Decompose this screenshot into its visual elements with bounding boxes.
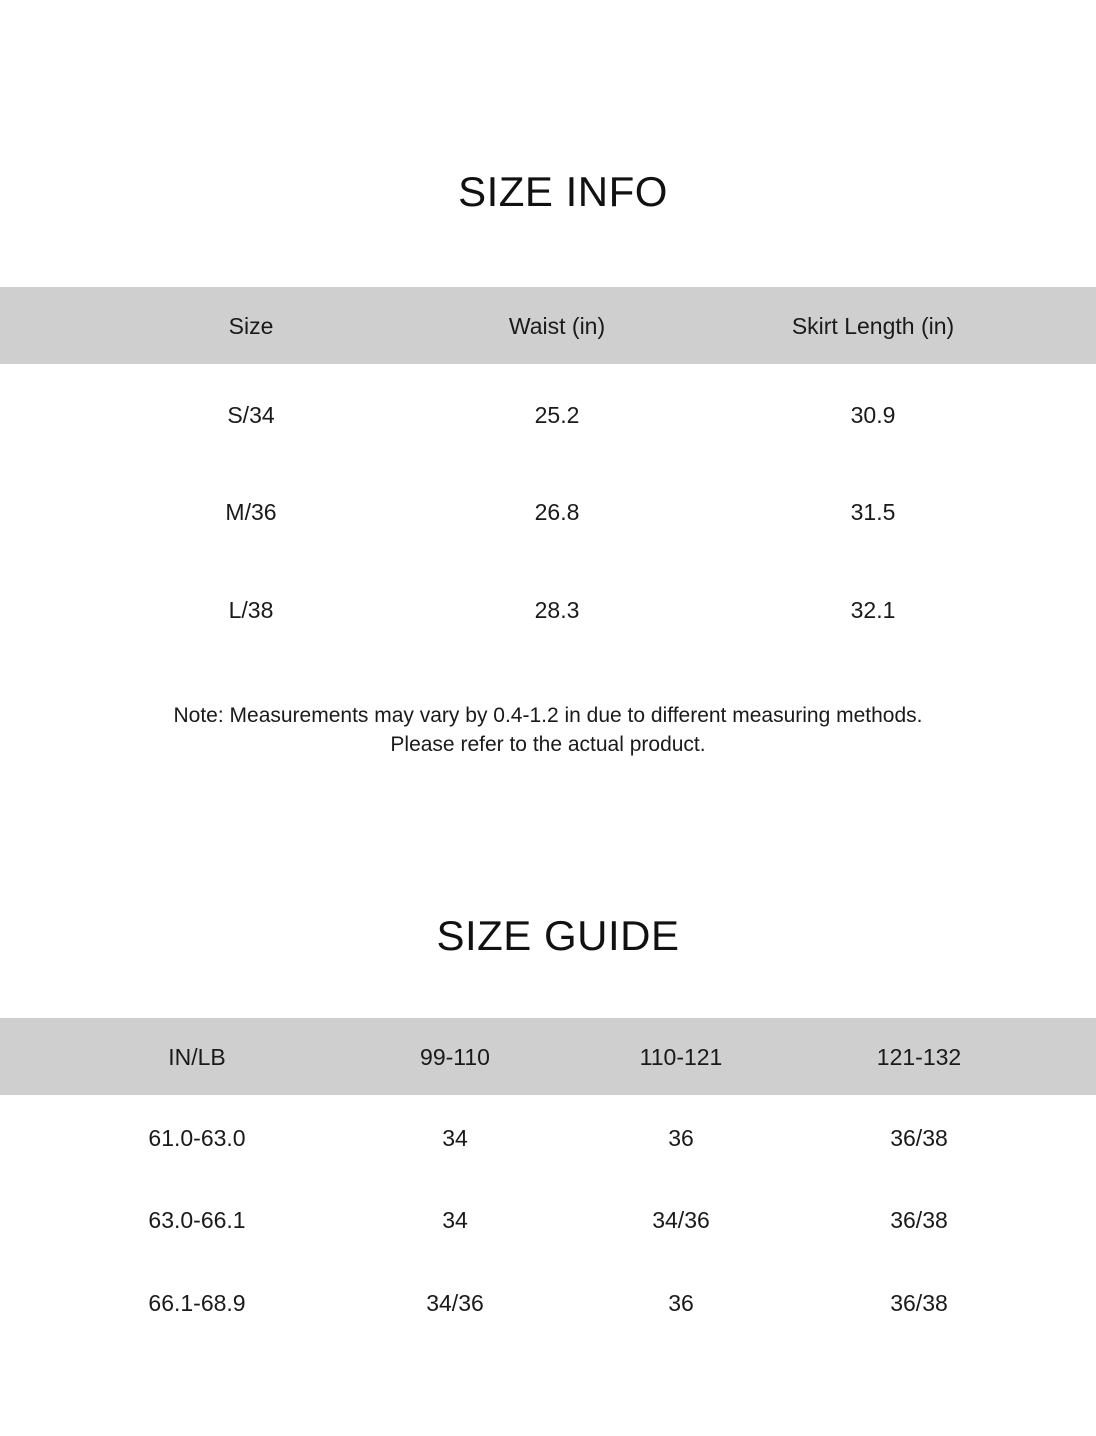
table-cell: L/38 <box>228 597 274 623</box>
table-cell: 30.9 <box>850 402 896 428</box>
size-guide-title: SIZE GUIDE <box>436 912 680 959</box>
size-info-header-skirt-length: Skirt Length (in) <box>791 313 955 339</box>
table-cell: 63.0-66.1 <box>148 1207 246 1233</box>
table-cell: 26.8 <box>534 499 580 525</box>
measurement-note-line-1: Note: Measurements may vary by 0.4-1.2 in due to different measuring methods. <box>173 704 923 727</box>
size-guide-header-row <box>0 1018 1096 1095</box>
table-cell: 28.3 <box>534 597 580 623</box>
table-cell: 34 <box>442 1207 468 1233</box>
table-cell: 36/38 <box>890 1207 948 1233</box>
table-cell: 36/38 <box>890 1125 948 1151</box>
size-info-header-row <box>0 287 1096 364</box>
table-cell: 36 <box>668 1125 694 1151</box>
size-guide-header-weight-1: 99-110 <box>420 1044 490 1070</box>
size-info-title: SIZE INFO <box>458 168 668 215</box>
size-guide-header-weight-3: 121-132 <box>876 1044 962 1070</box>
table-cell: 66.1-68.9 <box>148 1290 246 1316</box>
table-cell: 36/38 <box>890 1290 948 1316</box>
table-cell: S/34 <box>227 402 275 428</box>
size-guide-header-weight-2: 110-121 <box>639 1044 723 1070</box>
table-cell: 25.2 <box>534 402 580 428</box>
table-cell: M/36 <box>225 499 277 525</box>
size-info-header-size: Size <box>228 313 274 339</box>
measurement-note <box>0 701 1096 759</box>
table-cell: 34 <box>442 1125 468 1151</box>
table-cell: 34/36 <box>652 1207 710 1233</box>
measurement-note-line-2: Please refer to the actual product. <box>390 733 706 756</box>
table-cell: 61.0-63.0 <box>148 1125 246 1151</box>
table-cell: 32.1 <box>850 597 896 623</box>
size-guide-header-in-lb: IN/LB <box>168 1044 226 1070</box>
table-cell: 36 <box>668 1290 694 1316</box>
size-info-header-waist: Waist (in) <box>508 313 606 339</box>
table-cell: 34/36 <box>426 1290 484 1316</box>
table-cell: 31.5 <box>850 499 896 525</box>
